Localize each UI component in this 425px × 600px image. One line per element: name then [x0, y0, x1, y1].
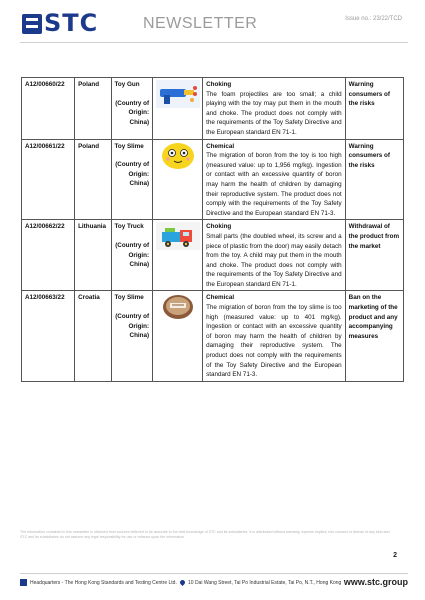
disclaimer-text: The information contained in this newsletter is obtained from sources believed to be accurate to the best knowledge of STC and its subsidiaries. It is distributed without warranty, express implied, into connect or license of any kind and STC and its subsidiaries do not assume any legal responsibility for use or reliance upon the information.: [20, 530, 390, 539]
product-cell: [111, 139, 153, 220]
product-name: Toy Gun: [114, 81, 140, 88]
product-image-cell: [153, 78, 203, 140]
country-of-origin: (Country of Origin: China): [115, 241, 150, 269]
emoji-slime-image: [156, 142, 200, 170]
table-row: [22, 291, 404, 381]
reference-number: A12/00663/22: [22, 291, 75, 381]
risk-cell: [203, 78, 346, 140]
footer-divider: [20, 573, 408, 574]
address-text: 10 Dai Wang Street, Tai Po Industrial Estate, Tai Po, N.T., Hong Kong: [188, 580, 342, 586]
measures-taken: Ban on the marketing of the product and any accompanying measures: [345, 291, 403, 381]
risk-cell: [203, 291, 346, 381]
reference-number: A12/00661/22: [22, 139, 75, 220]
page-header: [0, 0, 425, 42]
headquarters-text: Headquarters - The Hong Kong Standards and Testing Centre Ltd.: [30, 580, 177, 586]
logo-text: STC: [44, 9, 99, 37]
risk-cell: [203, 139, 346, 220]
reference-number: A12/00660/22: [22, 78, 75, 140]
location-pin-icon: [179, 579, 186, 586]
header-divider: [20, 42, 408, 43]
risk-cell: [203, 220, 346, 291]
risk-description: The migration of boron from the toy is too high (measured value: up to 1,956 mg/kg). Ingestion or contact with an excessive quantity of boron may harm the health of children by damaging their reproductive system. The product does not comply with the requirements of the Toy Safety Directive and the European standard EN 71-3.: [206, 152, 342, 217]
page-number: 2: [393, 552, 397, 559]
risk-description: The foam projectiles are too small; a child playing with the toy may put them in the mouth and choke. The product does not comply with the requirements of the Toy Safety Directive and the European standard EN 71-1.: [206, 90, 342, 136]
notifying-country: Croatia: [75, 291, 111, 381]
table-row: [22, 220, 404, 291]
country-of-origin: (Country of Origin: China): [115, 99, 150, 126]
toy-truck-image: [156, 222, 200, 250]
website-link[interactable]: www.stc.group: [343, 577, 408, 587]
product-cell: [111, 291, 153, 381]
recall-table: [21, 77, 404, 382]
stc-logo-icon: [22, 14, 42, 34]
product-name: Toy Slime: [114, 142, 144, 150]
product-cell: [111, 78, 153, 140]
newsletter-title: NEWSLETTER: [143, 15, 258, 32]
product-image-cell: [153, 220, 203, 291]
product-cell: [111, 220, 153, 291]
measures-taken: Warning consumers of the risks: [345, 139, 403, 220]
notifying-country: Lithuania: [75, 220, 111, 291]
product-image-cell: [153, 291, 203, 381]
notifying-country: Poland: [75, 78, 111, 140]
measures-taken: Warning consumers of the risks: [345, 78, 403, 140]
issue-number: Issue no.: 23/22/TCD: [345, 16, 402, 22]
table-row: [22, 139, 404, 220]
risk-type: Chemical: [206, 294, 235, 302]
product-name: Toy Truck: [114, 223, 144, 231]
slime-jar-image: [156, 293, 200, 321]
risk-description: Small parts (the doubled wheel, its screw and a piece of plastic from the door) may easily detach from the toy. A child may put them in the mouth and choke. The product does not comply with the requirements of the Toy Safety Directive and the European standard EN 71-1.: [206, 232, 342, 288]
risk-type: Choking: [206, 81, 232, 88]
building-icon: [20, 579, 27, 586]
risk-type: Chemical: [206, 142, 235, 150]
footer-bar: [20, 578, 408, 592]
country-of-origin: (Country of Origin: China): [115, 161, 150, 188]
toy-gun-image: [156, 80, 200, 108]
product-image-cell: [153, 139, 203, 220]
risk-type: Choking: [206, 223, 232, 231]
notifying-country: Poland: [75, 139, 111, 220]
reference-number: A12/00662/22: [22, 220, 75, 291]
table-row: [22, 78, 404, 140]
product-name: Toy Slime: [114, 294, 144, 302]
measures-taken: Withdrawal of the product from the market: [345, 220, 403, 291]
country-of-origin: (Country of Origin: China): [115, 313, 150, 340]
risk-description: The migration of boron from the toy slime is too high (measured value: up to 401 mg/kg). Ingestion or contact with an excessive quantity of boron may harm the health of children by damaging their reproductive system. The product does not comply with the requirements of the Toy Safety Directive and the European standard EN 71-3.: [206, 304, 342, 379]
